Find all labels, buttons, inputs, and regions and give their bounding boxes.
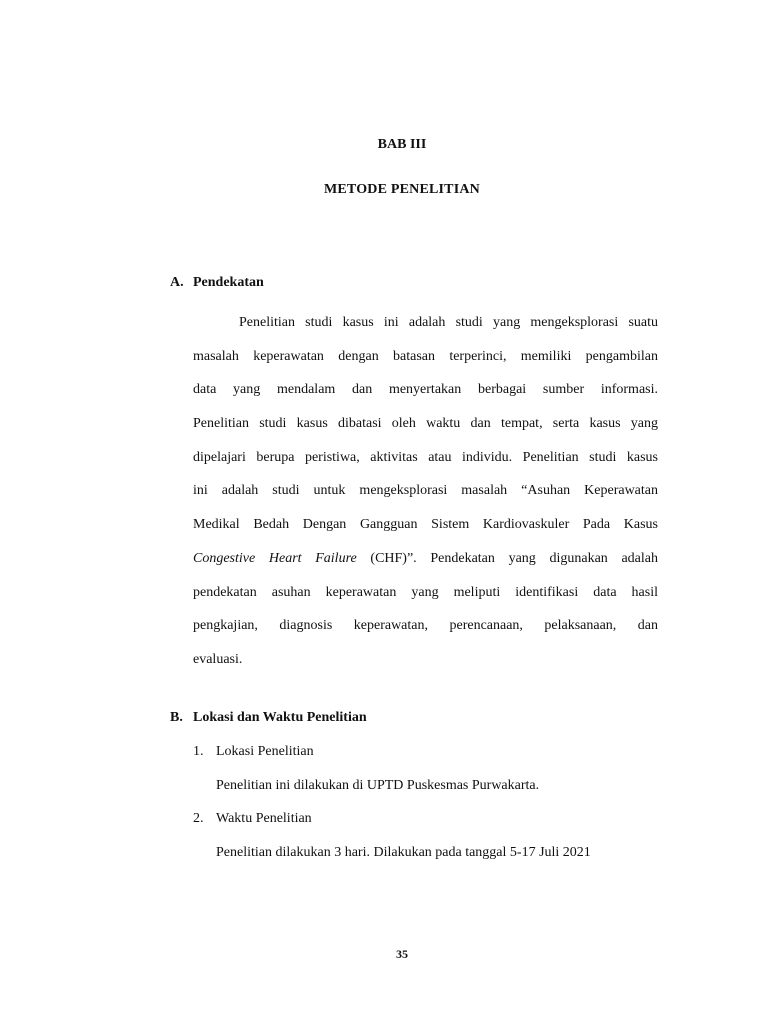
chapter-title: METODE PENELITIAN (323, 182, 480, 197)
list-label: Lokasi Penelitian (216, 744, 314, 759)
list-item-waktu (193, 811, 312, 827)
paragraph-line: Penelitian studi kasus dibatasi oleh waktu dan tempat, serta kasus yang (193, 416, 658, 432)
paragraph-line: evaluasi. (193, 651, 243, 667)
paragraph-pendekatan (193, 306, 658, 677)
paragraph-line: masalah keperawatan dengan batasan terperinci, memiliki pengambilan (193, 348, 658, 364)
paragraph-line: ini adalah studi untuk mengeksplorasi masalah “Asuhan Keperawatan (193, 483, 658, 499)
list-number: 1. (193, 744, 204, 759)
list-item-lokasi (193, 744, 314, 760)
paragraph-line: Medikal Bedah Dengan Gangguan Sistem Kardiovaskuler Pada Kasus (193, 517, 658, 533)
paragraph-line: data yang mendalam dan menyertakan berbagai sumber informasi. (193, 382, 658, 398)
paragraph-line: Penelitian studi kasus ini adalah studi yang mengeksplorasi suatu (239, 315, 658, 330)
paragraph-line: pengkajian, diagnosis keperawatan, perencanaan, pelaksanaan, dan (193, 618, 658, 634)
chapter-number: BAB III (377, 137, 427, 152)
list-number: 2. (193, 811, 204, 826)
section-letter: A. (170, 275, 184, 290)
list-detail-waktu: Penelitian dilakukan 3 hari. Dilakukan pada tanggal 5-17 Juli 2021 (216, 845, 591, 860)
section-title: Pendekatan (193, 275, 264, 290)
paragraph-line-mixed (193, 542, 658, 576)
page-number: 35 (396, 947, 408, 961)
paragraph-line: dipelajari berupa peristiwa, aktivitas atau individu. Penelitian studi kasus (193, 449, 658, 465)
line-continuation: (CHF)”. Pendekatan yang digunakan adalah (356, 550, 659, 566)
section-heading-pendekatan (170, 275, 264, 291)
paragraph-line: pendekatan asuhan keperawatan yang meliputi identifikasi data hasil (193, 584, 658, 600)
list-detail-lokasi: Penelitian ini dilakukan di UPTD Puskesmas Purwakarta. (216, 778, 540, 793)
section-heading-lokasi-waktu (170, 710, 367, 726)
italic-term: Congestive Heart Failure (193, 550, 357, 566)
section-title: Lokasi dan Waktu Penelitian (193, 710, 367, 725)
list-label: Waktu Penelitian (216, 811, 312, 826)
section-letter: B. (170, 710, 183, 725)
